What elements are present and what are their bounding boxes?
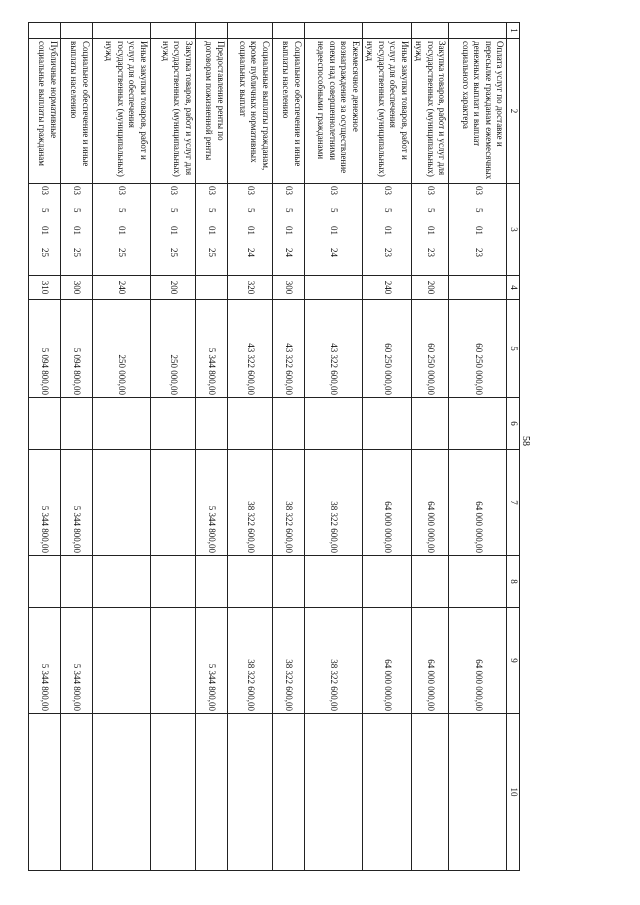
row-cell-empty [363,23,412,39]
row-value-v9: 38 322 600,00 [305,608,363,714]
row-value-v7: 64 000 000,00 [363,450,412,556]
code-part: 03 [382,186,393,195]
row-value-v6 [29,398,61,450]
code-part: 03 [72,186,83,195]
row-value-v7: 64 000 000,00 [412,450,450,556]
code-part: 03 [117,186,128,195]
row-code [363,184,412,276]
col-header: 9 [507,608,520,714]
code-part: 5 [473,208,484,213]
row-value-v8 [273,556,305,608]
row-value-v9: 5 344 800,00 [29,608,61,714]
row-code [196,184,228,276]
row-name: Закупка товаров, работ и услуг для государственных (муниципальных) нужд [412,39,450,184]
code-part: 01 [72,226,83,235]
row-value-v5: 60 250 000,00 [363,300,412,398]
row-cell-empty [412,23,450,39]
row-value-v6 [273,398,305,450]
row-value-v10 [363,714,412,871]
code-part: 5 [40,208,51,213]
code-part: 03 [284,186,295,195]
code-part: 5 [72,208,83,213]
code-part: 03 [245,186,256,195]
table-row [61,23,93,871]
row-value-v10 [61,714,93,871]
code-part: 5 [382,208,393,213]
row-value-v7: 5 344 800,00 [61,450,93,556]
code-part: 03 [40,186,51,195]
row-cell-empty [29,23,61,39]
row-expense-type: 240 [93,276,151,300]
row-value-v5: 43 322 600,00 [273,300,305,398]
row-expense-type [449,276,507,300]
row-name: Социальные выплаты гражданам, кроме публичных нормативных социальных выплат [228,39,273,184]
row-value-v5: 60 250 000,00 [412,300,450,398]
code-part: 24 [245,248,256,257]
row-value-v10 [228,714,273,871]
row-value-v7: 5 344 800,00 [196,450,228,556]
table-row [228,23,273,871]
row-name: Публичные нормативные социальные выплаты гражданам [29,39,61,184]
code-part: 01 [245,226,256,235]
row-value-v9: 38 322 600,00 [228,608,273,714]
row-code [412,184,450,276]
row-name: Социальное обеспечение и иные выплаты населению [273,39,305,184]
row-name: Социальное обеспечение и иные выплаты населению [61,39,93,184]
row-expense-type: 200 [151,276,196,300]
row-value-v6 [449,398,507,450]
col-header: 4 [507,276,520,300]
code-part: 5 [207,208,218,213]
row-value-v6 [305,398,363,450]
code-part: 01 [329,226,340,235]
row-value-v6 [93,398,151,450]
row-name: Иные закупки товаров, работ и услуг для обеспечения государственных (муниципальных) нужд [363,39,412,184]
row-cell-empty [93,23,151,39]
row-value-v10 [412,714,450,871]
row-value-v7 [93,450,151,556]
row-value-v7: 64 000 000,00 [449,450,507,556]
row-expense-type: 200 [412,276,450,300]
col-header: 7 [507,450,520,556]
row-value-v9: 64 000 000,00 [412,608,450,714]
row-value-v5: 250 000,00 [93,300,151,398]
code-part: 03 [168,186,179,195]
code-part: 25 [117,248,128,257]
row-code [61,184,93,276]
budget-table [28,22,520,871]
code-part: 23 [426,248,436,257]
row-value-v9: 64 000 000,00 [363,608,412,714]
code-part: 03 [207,186,218,195]
row-value-v5: 43 322 600,00 [305,300,363,398]
row-value-v10 [196,714,228,871]
row-code [29,184,61,276]
row-expense-type [305,276,363,300]
row-name: Закупка товаров, работ и услуг для государственных (муниципальных) нужд [151,39,196,184]
col-header: 8 [507,556,520,608]
row-name: Иные закупки товаров, работ и услуг для обеспечения государственных (муниципальных) нужд [93,39,151,184]
row-value-v6 [61,398,93,450]
row-value-v9: 38 322 600,00 [273,608,305,714]
code-part: 01 [117,226,128,235]
row-value-v8 [305,556,363,608]
row-code [449,184,507,276]
col-header: 6 [507,398,520,450]
code-part: 5 [284,208,295,213]
page-number: 58 [520,436,531,446]
row-cell-empty [151,23,196,39]
code-part: 25 [40,248,51,257]
row-expense-type: 320 [228,276,273,300]
code-part: 03 [426,186,436,195]
table-row [412,23,450,871]
code-part: 25 [207,248,218,257]
row-value-v8 [196,556,228,608]
col-header: 1 [507,23,520,39]
code-part: 01 [168,226,179,235]
code-part: 01 [473,226,484,235]
table-row [93,23,151,871]
code-part: 01 [207,226,218,235]
row-expense-type: 300 [273,276,305,300]
code-part: 01 [426,226,436,235]
row-value-v8 [61,556,93,608]
row-value-v8 [449,556,507,608]
row-name: Оплата услуг по доставке и пересылке гражданам ежемесячных денежных выплат и выплат социального характера [449,39,507,184]
table-row [151,23,196,871]
row-value-v7 [151,450,196,556]
row-value-v8 [93,556,151,608]
row-value-v9 [151,608,196,714]
row-cell-empty [449,23,507,39]
table-row [305,23,363,871]
table-row [449,23,507,871]
row-value-v8 [151,556,196,608]
row-value-v6 [363,398,412,450]
code-part: 23 [382,248,393,257]
row-value-v10 [93,714,151,871]
code-part: 25 [168,248,179,257]
header-row [507,23,520,871]
row-code [93,184,151,276]
row-cell-empty [305,23,363,39]
row-value-v8 [412,556,450,608]
row-value-v5: 5 094 800,00 [29,300,61,398]
table-body [29,23,508,871]
table-row [273,23,305,871]
row-value-v6 [412,398,450,450]
row-value-v10 [273,714,305,871]
row-name: Ежемесячное денежное вознаграждение за осуществление опеки над совершеннолетними недееспособными гражданами [305,39,363,184]
code-part: 5 [245,208,256,213]
row-value-v9: 5 344 800,00 [196,608,228,714]
code-part: 01 [382,226,393,235]
table-row [29,23,61,871]
code-part: 01 [40,226,51,235]
row-expense-type: 240 [363,276,412,300]
row-value-v10 [449,714,507,871]
row-value-v6 [196,398,228,450]
table-row [363,23,412,871]
code-part: 5 [168,208,179,213]
code-part: 01 [284,226,295,235]
row-value-v10 [29,714,61,871]
row-expense-type: 310 [29,276,61,300]
col-header: 2 [507,39,520,184]
row-cell-empty [61,23,93,39]
row-value-v10 [151,714,196,871]
row-cell-empty [228,23,273,39]
row-code [273,184,305,276]
row-value-v7: 5 344 800,00 [29,450,61,556]
code-part: 03 [329,186,340,195]
row-value-v5: 60 250 000,00 [449,300,507,398]
row-value-v8 [228,556,273,608]
code-part: 25 [72,248,83,257]
row-value-v7: 38 322 600,00 [273,450,305,556]
row-value-v5: 43 322 600,00 [228,300,273,398]
col-header: 3 [507,184,520,276]
code-part: 5 [426,208,436,213]
rotated-page [37,0,555,880]
row-expense-type: 300 [61,276,93,300]
code-part: 5 [329,208,340,213]
row-cell-empty [196,23,228,39]
row-value-v5: 5 344 800,00 [196,300,228,398]
row-code [228,184,273,276]
row-value-v7: 38 322 600,00 [228,450,273,556]
code-part: 24 [284,248,295,257]
row-code [151,184,196,276]
row-value-v10 [305,714,363,871]
row-value-v5: 250 000,00 [151,300,196,398]
row-value-v5: 5 094 800,00 [61,300,93,398]
code-part: 23 [473,248,484,257]
row-value-v6 [151,398,196,450]
table-row [196,23,228,871]
code-part: 24 [329,248,340,257]
row-value-v9 [93,608,151,714]
row-value-v9: 64 000 000,00 [449,608,507,714]
row-value-v6 [228,398,273,450]
code-part: 5 [117,208,128,213]
col-header: 5 [507,300,520,398]
row-value-v8 [29,556,61,608]
row-expense-type [196,276,228,300]
row-cell-empty [273,23,305,39]
row-value-v8 [363,556,412,608]
row-value-v9: 5 344 800,00 [61,608,93,714]
col-header: 10 [507,714,520,871]
code-part: 03 [473,186,484,195]
row-value-v7: 38 322 600,00 [305,450,363,556]
row-name: Предоставление ренты по договорам пожизненной ренты [196,39,228,184]
row-code [305,184,363,276]
